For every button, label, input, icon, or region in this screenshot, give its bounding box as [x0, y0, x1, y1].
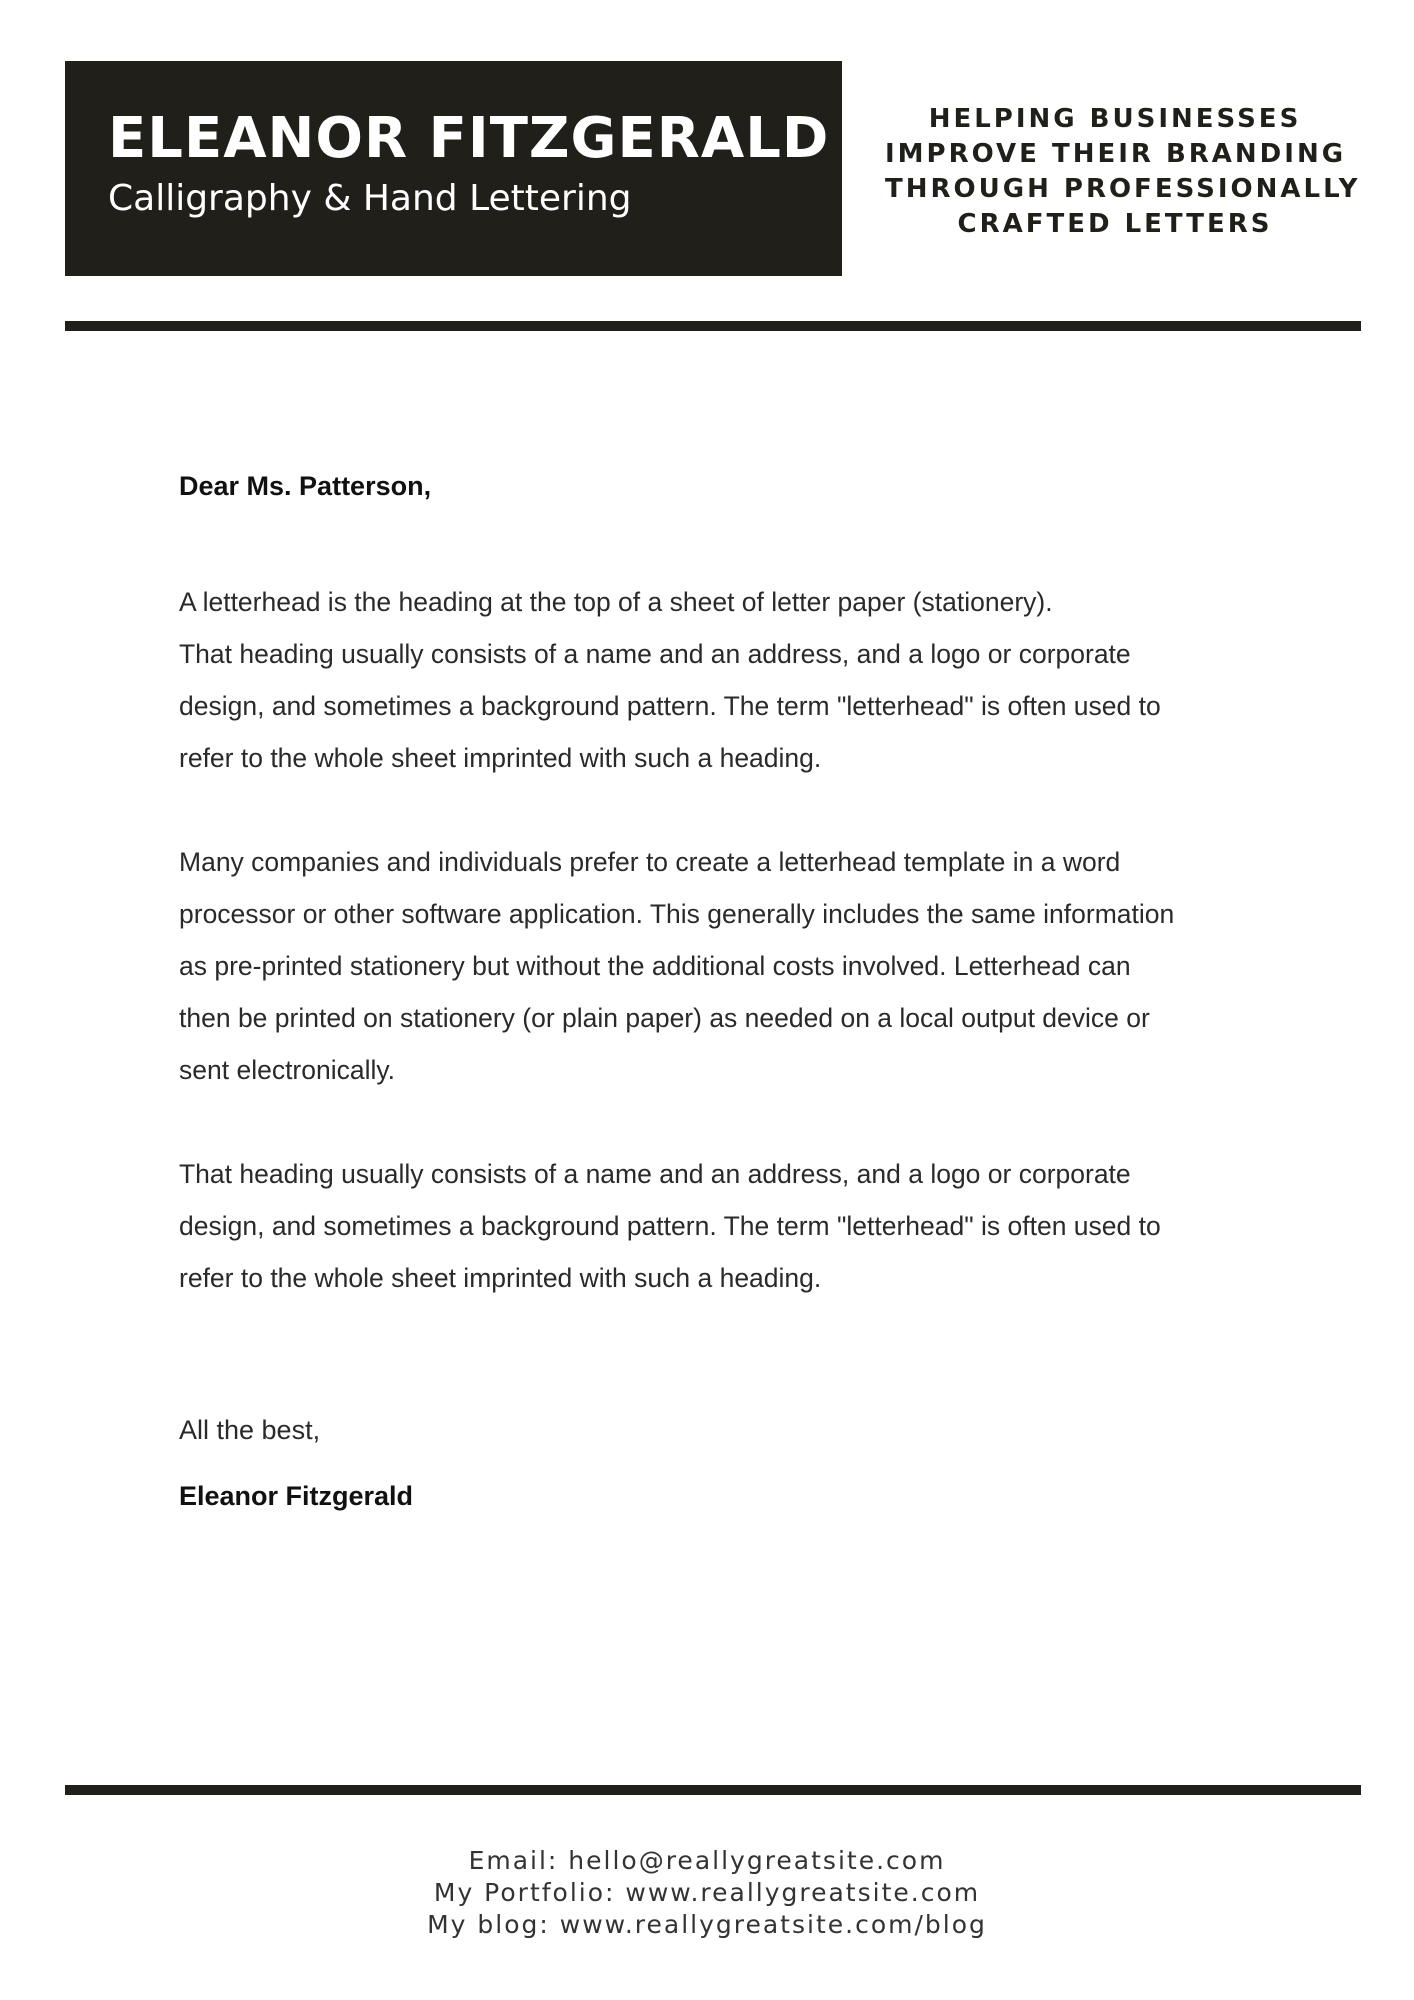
tagline-line: HELPING BUSINESSES [928, 104, 1302, 134]
tagline-line: CRAFTED LETTERS [957, 209, 1273, 239]
signature: Eleanor Fitzgerald [179, 1481, 414, 1511]
paragraph-line: Many companies and individuals prefer to create a letterhead template in a word [179, 847, 1121, 877]
paragraph-line: as pre-printed stationery but without the additional costs involved. Letterhead can [179, 951, 1131, 981]
tagline-line: IMPROVE THEIR BRANDING [885, 139, 1347, 169]
paragraph-line: design, and sometimes a background pattern. The term "letterhead" is often used to [179, 691, 1161, 721]
paragraph-line: refer to the whole sheet imprinted with such a heading. [179, 743, 822, 773]
footer-email[interactable]: Email: hello@reallygreatsite.com [468, 1846, 946, 1875]
paragraph-line: refer to the whole sheet imprinted with such a heading. [179, 1263, 822, 1293]
paragraph-line: design, and sometimes a background pattern. The term "letterhead" is often used to [179, 1211, 1161, 1241]
footer-blog[interactable]: My blog: www.reallygreatsite.com/blog [427, 1910, 987, 1939]
footer-portfolio[interactable]: My Portfolio: www.reallygreatsite.com [433, 1878, 981, 1907]
paragraph-1 [179, 576, 1259, 784]
paragraph-2 [179, 836, 1259, 1096]
header-banner [65, 61, 842, 276]
paragraph-line: A letterhead is the heading at the top of a sheet of letter paper (stationery). [179, 587, 1053, 617]
paragraph-line: then be printed on stationery (or plain paper) as needed on a local output device or [179, 1003, 1150, 1033]
paragraph-line: sent electronically. [179, 1055, 396, 1085]
bottom-divider [65, 1785, 1361, 1795]
paragraph-3 [179, 1148, 1259, 1304]
letter-body [179, 466, 1259, 1516]
paragraph-line: That heading usually consists of a name and an address, and a logo or corporate [179, 1159, 1131, 1189]
salutation: Dear Ms. Patterson, [179, 471, 432, 501]
tagline [885, 102, 1361, 242]
closing: All the best, [179, 1415, 321, 1445]
top-divider [65, 321, 1361, 331]
contact-footer [0, 1845, 1414, 1941]
paragraph-line: processor or other software application. This generally includes the same information [179, 899, 1175, 929]
sender-name: ELEANOR FITZGERALD [108, 106, 830, 171]
tagline-line: THROUGH PROFESSIONALLY [885, 174, 1361, 204]
paragraph-line: That heading usually consists of a name and an address, and a logo or corporate [179, 639, 1131, 669]
sender-subtitle: Calligraphy & Hand Lettering [108, 178, 632, 220]
